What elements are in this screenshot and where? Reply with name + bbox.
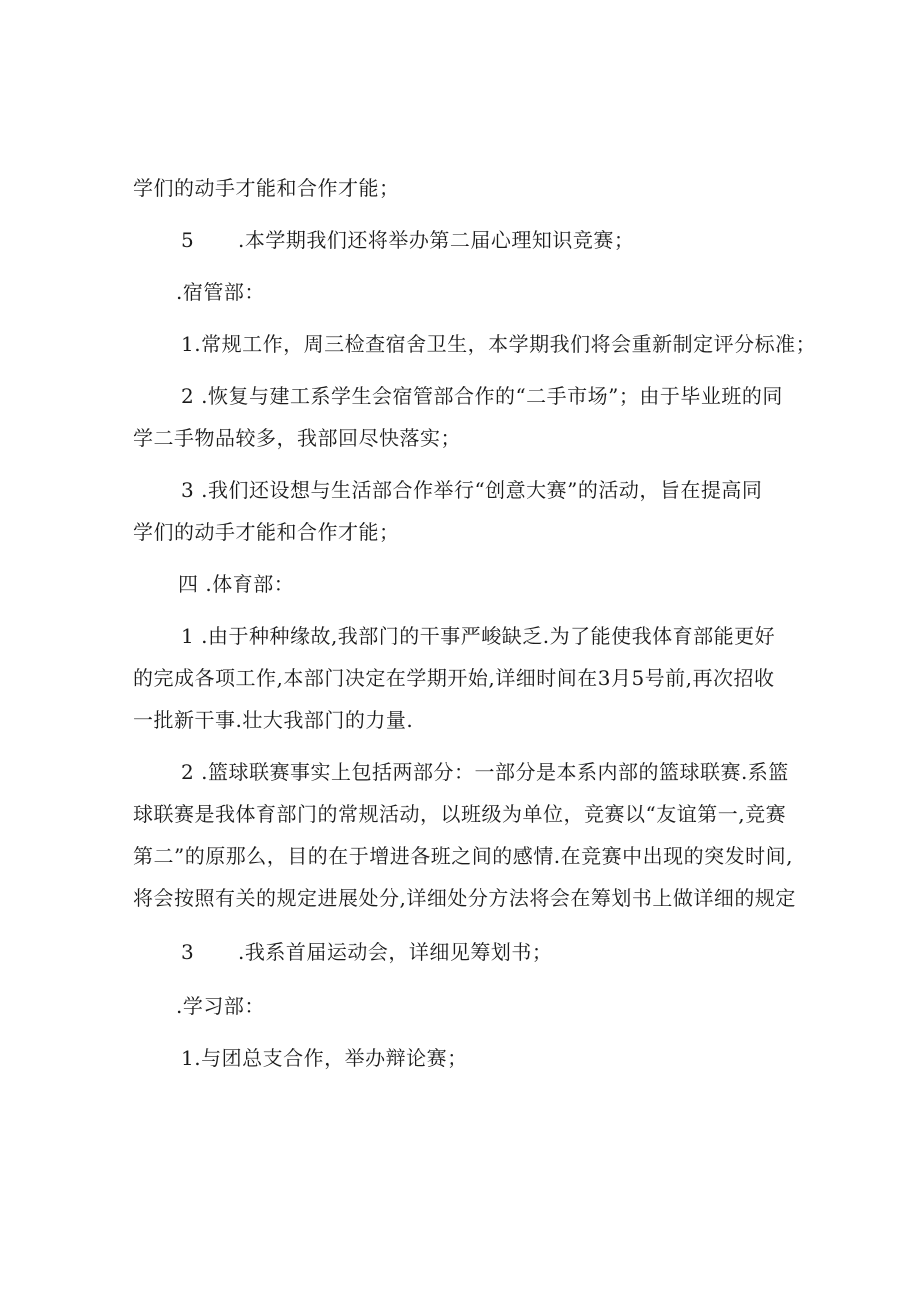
sports-item-1-line-1: 1 .由于种种缘故,我部门的干事严峻缺乏.为了能使我体育部能更好 [181, 624, 776, 648]
section-heading-study: .学习部： [176, 994, 265, 1018]
section-heading-dormitory: .宿管部： [176, 280, 265, 304]
item-number-5: 5 [181, 228, 195, 252]
item-5-text: .本学期我们还将举办第二届心理知识竞赛； [238, 228, 635, 252]
sports-item-2-line-1: 2 .篮球联赛事实上包括两部分：一部分是本系内部的篮球联赛.系篮 [181, 760, 789, 784]
study-item-1: 1.与团总支合作，举办辩论赛； [181, 1046, 468, 1070]
sports-item-number-3: 3 [181, 940, 195, 964]
sports-item-2-line-3: 第二”的原那么，目的在于增进各班之间的感情.在竞赛中出现的突发时间, [133, 844, 793, 868]
dorm-item-3-line-2: 学们的动手才能和合作才能； [133, 520, 400, 544]
text-line-continuation-1: 学们的动手才能和合作才能； [133, 176, 400, 200]
sports-item-3-text: .我系首届运动会，详细见筹划书； [238, 940, 553, 964]
dorm-item-1: 1.常规工作，周三检查宿舍卫生，本学期我们将会重新制定评分标准； [181, 332, 817, 356]
sports-item-1-line-2: 的完成各项工作,本部门决定在学期开始,详细时间在3月5号前,再次招收 [133, 666, 775, 690]
sports-item-1-line-3: 一批新干事.壮大我部门的力量. [133, 708, 414, 732]
dorm-item-3-line-1: 3 .我们还设想与生活部合作举行“创意大赛”的活动，旨在提高同 [181, 478, 763, 502]
section-heading-sports: 四 .体育部： [178, 572, 295, 596]
sports-item-2-line-4: 将会按照有关的规定进展处分,详细处分方法将会在筹划书上做详细的规定 [133, 886, 796, 910]
dorm-item-2-line-2: 学二手物品较多，我部回尽快落实； [133, 426, 461, 450]
dorm-item-2-line-1: 2 .恢复与建工系学生会宿管部合作的“二手市场”；由于毕业班的同 [181, 384, 783, 408]
sports-item-2-line-2: 球联赛是我体育部门的常规活动，以班级为单位，竞赛以“友谊第一,竞赛 [133, 802, 787, 826]
